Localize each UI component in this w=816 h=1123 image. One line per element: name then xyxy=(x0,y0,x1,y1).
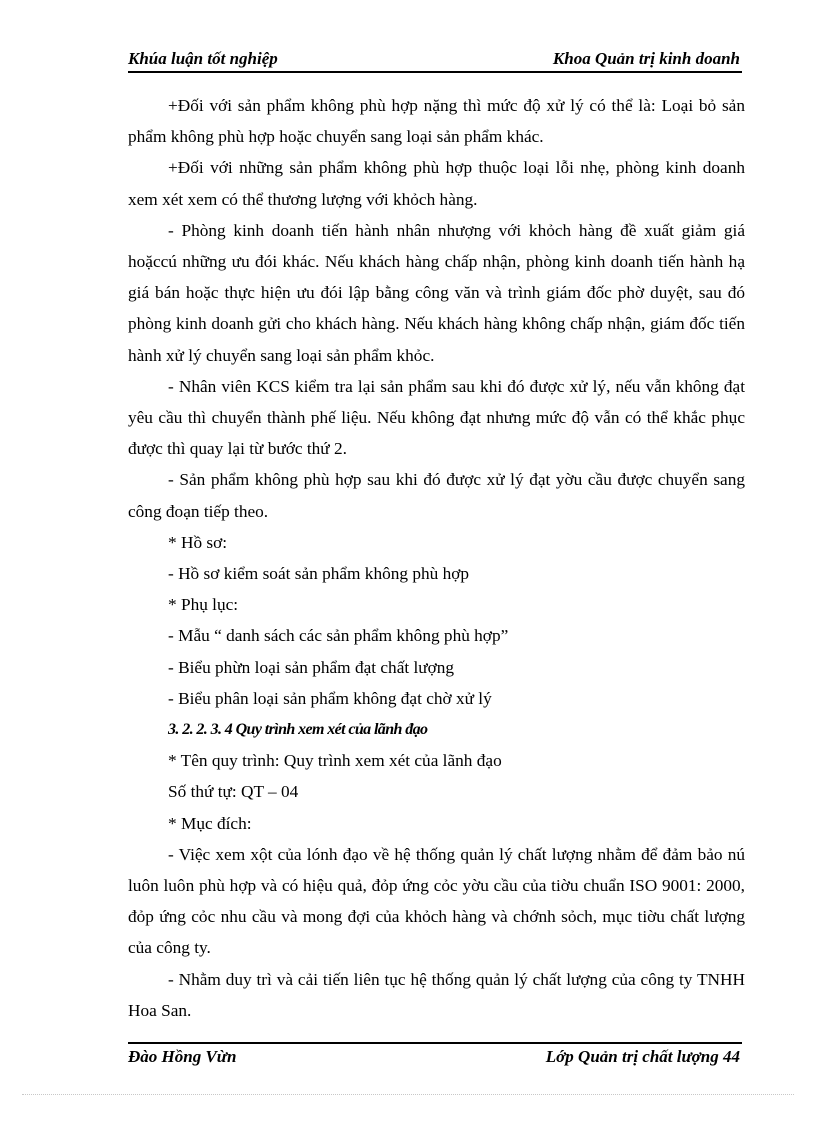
paragraph-sales-concession: - Phòng kinh doanh tiến hành nhân nhượng với khỏch hàng đề xuất giảm giá hoặccú những ưu đói khác. Nếu khách hàng chấp nhận, phòng kinh doanh tiến hành hạ giá bán hoặc thực hiện ưu đói lập bằng công văn và trình giám đốc phờ duyệt, sau đó phòng kinh doanh gửi cho khách hàng. Nếu khách hàng không chấp nhận, giám đốc tiến hành xử lý chuyển sang loại sản phẩm khỏc. xyxy=(128,220,745,365)
appendix-item-pending-form: - Biểu phân loại sản phẩm không đạt chờ xử lý xyxy=(168,688,492,708)
header-thesis-label: Khúa luận tốt nghiệp xyxy=(128,49,278,68)
paragraph-kcs-recheck: - Nhân viên KCS kiểm tra lại sản phẩm sau khi đó được xử lý, nếu vẫn không đạt yêu cầu thì chuyển thành phế liệu. Nếu không đạt nhưng mức độ vẫn có thể khắc phục được thì quay lại từ bước thứ 2. xyxy=(128,376,745,459)
records-item: - Hồ sơ kiểm soát sản phẩm không phù hợp xyxy=(168,564,469,584)
header-faculty-label: Khoa Quản trị kinh doanh xyxy=(552,49,740,68)
section-heading: 3. 2. 2. 3. 4 Quy trình xem xét của lãnh đạo xyxy=(168,721,428,739)
purpose-label: * Mục đích: xyxy=(168,813,252,833)
appendix-item-list-form: - Mẫu “ danh sách các sản phẩm không phù hợp” xyxy=(168,626,509,646)
page-footer xyxy=(128,1042,742,1068)
page-header xyxy=(128,47,742,73)
records-label: * Hồ sơ: xyxy=(168,532,228,552)
footer-class-label: Lớp Quản trị chất lượng 44 xyxy=(545,1047,740,1066)
footer-author-label: Đào Hồng Vừn xyxy=(128,1047,237,1066)
paragraph-next-stage: - Sản phẩm không phù hợp sau khi đó được xử lý đạt yờu cầu được chuyển sang công đoạn tiếp theo. xyxy=(128,470,745,521)
appendix-label: * Phụ lục: xyxy=(168,595,239,615)
procedure-name: * Tên quy trình: Quy trình xem xét của lãnh đạo xyxy=(168,751,502,771)
paragraph-purpose-review: - Việc xem xột của lónh đạo về hệ thống quản lý chất lượng nhằm để đảm bảo nú luôn luôn phù hợp và có hiệu quả, đỏp ứng cỏc yờu cầu của tiờu chuẩn ISO 9001: 2000, đỏp ứng cỏc nhu cầu và mong đợi của khỏch hàng và chớnh sỏch, mục tiờu chất lượng của công ty. xyxy=(128,844,745,958)
paragraph-severe-nonconforming: +Đối với sản phẩm không phù hợp nặng thì mức độ xử lý có thể là: Loại bỏ sản phẩm không phù hợp hoặc chuyển sang loại sản phẩm khác. xyxy=(128,96,745,147)
procedure-number: Số thứ tự: QT – 04 xyxy=(168,782,299,802)
appendix-item-conforming-form: - Biểu phừn loại sản phẩm đạt chất lượng xyxy=(168,657,455,677)
page-bottom-divider xyxy=(22,1094,794,1095)
paragraph-purpose-improvement: - Nhằm duy trì và cải tiến liên tục hệ thống quản lý chất lượng của công ty TNHH Hoa San. xyxy=(128,969,745,1020)
paragraph-minor-nonconforming: +Đối với những sản phẩm không phù hợp thuộc loại lỗi nhẹ, phòng kinh doanh xem xét xem có thể thương lượng với khỏch hàng. xyxy=(128,158,745,209)
body-text xyxy=(128,90,745,1026)
